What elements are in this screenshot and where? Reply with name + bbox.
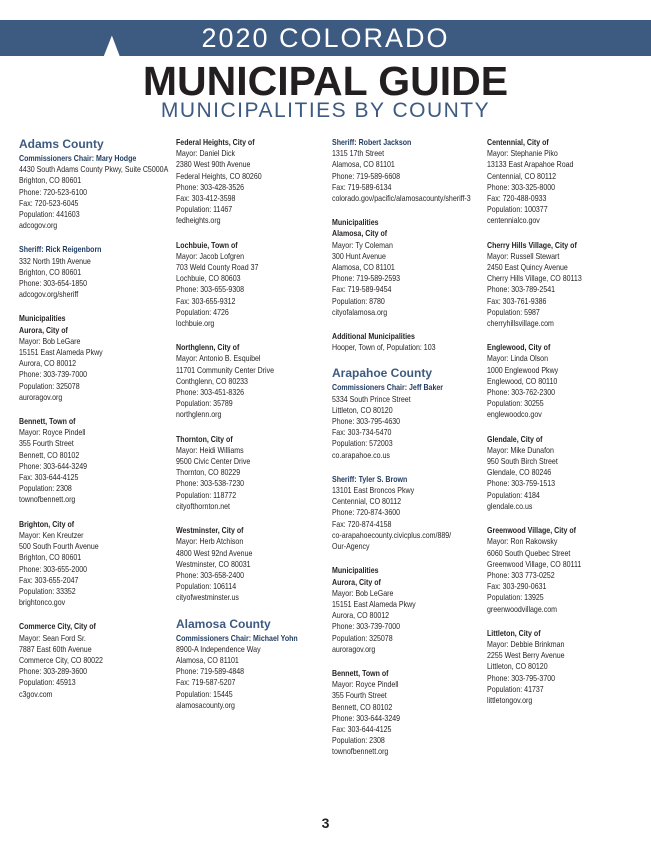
entry-heading: Greenwood Village, City of (487, 525, 577, 536)
entry-detail-line: Phone: 303-428-3526 (176, 181, 245, 192)
entry-detail-line: Population: 41737 (487, 683, 544, 694)
directory-entry (487, 137, 637, 227)
directory-entry (19, 621, 169, 699)
entry-detail-line: Mayor: Ty Coleman (332, 239, 393, 250)
entry-detail-line: Bennett, CO 80102 (332, 701, 393, 712)
entry-detail-line: Population: 100377 (487, 204, 548, 215)
entry-detail-line: centennialco.gov (487, 215, 540, 226)
entry-detail-line: 355 Fourth Street (19, 438, 74, 449)
entry-detail-line: englewoodco.gov (487, 409, 542, 420)
entry-detail-line: Alamosa, CO 81101 (332, 159, 395, 170)
entry-detail-line: 13101 East Broncos Pkwy (332, 485, 415, 496)
entry-heading: Federal Heights, City of (176, 137, 255, 147)
entry-detail-line: lochbuie.org (176, 318, 215, 329)
entry-detail-line: Mayor: Royce Pindell (19, 427, 86, 438)
entry-detail-line: 950 South Birch Street (487, 456, 558, 467)
entry-heading: Commissioners Chair: Michael Yohn (176, 632, 298, 643)
directory-entry (176, 342, 326, 420)
entry-detail-line: Phone: 303-795-4630 (332, 416, 401, 427)
entry-detail-line: Phone: 303-739-7000 (19, 369, 88, 380)
entry-detail-line: Fax: 303-734-5470 (332, 427, 392, 438)
entry-detail-line: Thornton, CO 80229 (176, 467, 241, 478)
entry-detail-line: Brighton, CO 80601 (19, 266, 82, 277)
entry-detail-line: Brighton, CO 80601 (19, 552, 82, 563)
entry-detail-line: Lochbuie, CO 80603 (176, 273, 241, 284)
entry-detail-line: 355 Fourth Street (332, 690, 387, 701)
entry-detail-line: Federal Heights, CO 80260 (176, 170, 262, 181)
column-4 (487, 137, 637, 719)
entry-detail-line: Mayor: Debbie Brinkman (487, 638, 565, 649)
column-1 (19, 137, 169, 713)
entry-detail-line: Population: 4726 (176, 306, 229, 317)
entry-detail-line: Population: 325078 (332, 632, 393, 643)
entry-detail-line: Population: 441603 (19, 209, 80, 220)
entry-detail-line: 2380 West 90th Avenue (176, 159, 251, 170)
directory-entry (332, 474, 482, 552)
entry-detail-line: Fax: 719-589-6134 (332, 181, 392, 192)
entry-detail-line: cherryhillsvillage.com (487, 318, 554, 329)
entry-heading: Bennett, Town of (19, 416, 76, 427)
entry-detail-line: Conthglenn, CO 80233 (176, 375, 248, 386)
entry-detail-line: Phone: 303-644-3249 (332, 712, 401, 723)
entry-detail-line: Phone: 303-739-7000 (332, 621, 401, 632)
entry-detail-line: Phone: 303-789-2541 (487, 284, 556, 295)
entry-heading: Littleton, City of (487, 627, 541, 638)
entry-detail-line: Population: 2308 (19, 483, 72, 494)
entry-detail-line: Phone: 303-451-8326 (176, 387, 245, 398)
directory-entry (176, 434, 326, 512)
entry-detail-line: Mayor: Royce Pindell (332, 679, 399, 690)
entry-heading: Northglenn, City of (176, 342, 240, 353)
entry-detail-line: Fax: 720-523-6045 (19, 197, 79, 208)
entry-detail-line: Population: 325078 (19, 380, 80, 391)
page-subtitle: MUNICIPALITIES BY COUNTY (160, 99, 491, 122)
entry-detail-line: Phone: 303-325-8000 (487, 181, 556, 192)
entry-detail-line: Phone: 720-874-3600 (332, 507, 401, 518)
entry-detail-line: Population: 45913 (19, 677, 76, 688)
entry-detail-line: 1000 Englewood Pkwy (487, 364, 559, 375)
entry-detail-line: Mayor: Bob LeGare (332, 587, 394, 598)
entry-detail-line: Mayor: Jacob Lofgren (176, 250, 245, 261)
county-heading: Adams County (19, 137, 104, 151)
entry-detail-line: Centennial, CO 80112 (487, 170, 557, 181)
entry-heading: Westminster, City of (176, 525, 244, 536)
entry-heading: Thornton, City of (176, 433, 233, 444)
entry-detail-line: Population: 15445 (176, 688, 233, 699)
entry-detail-line: Population: 30255 (487, 398, 544, 409)
directory-entry (487, 628, 637, 706)
entry-detail-line: Mayor: Antonio B. Esquibel (176, 353, 261, 364)
entry-detail-line: Fax: 303-761-9386 (487, 295, 547, 306)
entry-detail-line: adcogov.org (19, 220, 58, 231)
entry-subheading: Alamosa, City of (332, 228, 388, 239)
entry-detail-line: Alamosa, CO 81101 (176, 654, 239, 665)
entry-detail-line: Fax: 303-655-9312 (176, 295, 236, 306)
directory-entry (19, 519, 169, 609)
entry-detail-line: Phone: 303-762-2300 (487, 387, 556, 398)
entry-detail-line: townofbennett.org (19, 494, 76, 505)
entry-detail-line: Population: 11467 (176, 204, 233, 215)
entry-detail-line: Phone: 303-644-3249 (19, 460, 88, 471)
directory-entry (332, 217, 482, 318)
entry-heading: Municipalities (332, 565, 379, 576)
entry-detail-line: Glendale, CO 80246 (487, 467, 552, 478)
entry-detail-line: Aurora, CO 80012 (19, 358, 77, 369)
entry-detail-line: Englewood, CO 80110 (487, 375, 558, 386)
entry-detail-line: 300 Hunt Avenue (332, 250, 386, 261)
entry-detail-line: auroragov.org (332, 643, 376, 654)
entry-detail-line: Phone: 303 773-0252 (487, 569, 555, 580)
directory-entry (19, 313, 169, 403)
entry-detail-line: Mayor: Sean Ford Sr. (19, 632, 86, 643)
entry-detail-line: 1315 17th Street (332, 148, 385, 159)
directory-entry (332, 565, 482, 655)
directory-entry (332, 366, 482, 460)
entry-detail-line: co.arapahoe.co.us (332, 449, 390, 460)
entry-detail-line: Phone: 303-655-2000 (19, 563, 88, 574)
entry-detail-line: Fax: 303-655-2047 (19, 574, 79, 585)
entry-heading: Commissioners Chair: Mary Hodge (19, 153, 137, 163)
column-2 (176, 137, 326, 724)
entry-detail-line: Mayor: Bob LeGare (19, 335, 81, 346)
entry-detail-line: cityofalamosa.org (332, 306, 388, 317)
county-heading: Alamosa County (176, 616, 271, 631)
entry-detail-line: Mayor: Heidi Williams (176, 444, 244, 455)
entry-detail-line: cityofwestminster.us (176, 592, 239, 603)
page-number: 3 (321, 815, 330, 831)
directory-entry (487, 240, 637, 330)
directory-entry (19, 244, 169, 300)
entry-detail-line: Population: 572003 (332, 438, 393, 449)
entry-detail-line: 5334 South Prince Street (332, 393, 411, 404)
directory-entry (487, 342, 637, 420)
entry-heading: Sheriff: Rick Reigenborn (19, 244, 102, 255)
entry-detail-line: glendale.co.us (487, 500, 533, 511)
entry-detail-line: Phone: 303-538-7230 (176, 478, 245, 489)
entry-detail-line: Mayor: Linda Olson (487, 353, 549, 364)
entry-detail-line: Mayor: Daniel Dick (176, 148, 236, 159)
entry-detail-line: 11701 Community Center Drive (176, 364, 275, 375)
entry-detail-line: Population: 8780 (332, 295, 385, 306)
entry-detail-line: Phone: 303-795-3700 (487, 672, 556, 683)
page-title: MUNICIPAL GUIDE (142, 58, 509, 104)
entry-detail-line: Population: 35789 (176, 398, 233, 409)
county-heading: Arapahoe County (332, 366, 433, 381)
entry-detail-line: Phone: 303-654-1850 (19, 278, 88, 289)
entry-detail-line: co-arapahoecounty.civicplus.com/889/ (332, 529, 452, 540)
entry-detail-line: 332 North 19th Avenue (19, 255, 91, 266)
entry-detail-line: Mayor: Herb Atchison (176, 536, 244, 547)
entry-detail-line: 8900-A Independence Way (176, 643, 261, 654)
entry-heading: Commerce City, City of (19, 621, 96, 632)
entry-detail-line: 4800 West 92nd Avenue (176, 547, 253, 558)
entry-detail-line: 703 Weld County Road 37 (176, 262, 259, 273)
entry-detail-line: Fax: 303-644-4125 (332, 723, 392, 734)
column-3 (332, 137, 482, 771)
entry-detail-line: Phone: 720-523-6100 (19, 186, 88, 197)
entry-detail-line: 7887 East 60th Avenue (19, 643, 92, 654)
entry-detail-line: Fax: 720-874-4158 (332, 518, 392, 529)
entry-detail-line: Phone: 719-589-4848 (176, 666, 245, 677)
entry-detail-line: Alamosa, CO 81101 (332, 262, 395, 273)
entry-heading: Sheriff: Robert Jackson (332, 137, 412, 147)
entry-detail-line: Fax: 720-488-0933 (487, 193, 547, 204)
entry-heading: Brighton, City of (19, 518, 75, 529)
entry-detail-line: Littleton, CO 80120 (332, 404, 393, 415)
entry-detail-line: Population: 33352 (19, 585, 76, 596)
entry-detail-line: northglenn.org (176, 409, 222, 420)
entry-detail-line: Mayor: Mike Dunafon (487, 444, 554, 455)
entry-detail-line: Fax: 719-587-5207 (176, 677, 236, 688)
entry-heading: Cherry Hills Village, City of (487, 239, 577, 250)
entry-detail-line: littletongov.org (487, 694, 533, 705)
directory-entry (332, 137, 482, 204)
directory-entry (176, 240, 326, 330)
entry-detail-line: Greenwood Village, CO 80111 (487, 558, 582, 569)
entry-detail-line: alamosacounty.org (176, 699, 235, 710)
entry-detail-line: Phone: 719-589-6608 (332, 170, 401, 181)
entry-subheading: Aurora, City of (19, 324, 68, 335)
entry-detail-line: auroragov.org (19, 391, 63, 402)
entry-heading: Centennial, City of (487, 137, 549, 147)
entry-detail-line: Population: 5987 (487, 306, 540, 317)
entry-detail-line: Population: 106114 (176, 581, 237, 592)
directory-entry (176, 617, 326, 711)
entry-detail-line: Brighton, CO 80601 (19, 175, 82, 186)
entry-detail-line: Cherry Hills Village, CO 80113 (487, 273, 582, 284)
entry-detail-line: Mayor: Stephanie Piko (487, 148, 558, 159)
directory-entry (487, 434, 637, 512)
entry-detail-line: greenwoodvillage.com (487, 603, 558, 614)
entry-detail-line: colorado.gov/pacific/alamosacounty/sheriff-3 (332, 193, 471, 204)
entry-detail-line: 2450 East Quincy Avenue (487, 262, 568, 273)
entry-detail-line: 500 South Fourth Avenue (19, 541, 99, 552)
entry-detail-line: 13133 East Arapahoe Road (487, 159, 574, 170)
entry-heading: Municipalities (332, 217, 379, 228)
entry-detail-line: Phone: 303-759-1513 (487, 478, 556, 489)
entry-heading: Municipalities (19, 313, 66, 324)
entry-heading: Englewood, City of (487, 342, 551, 353)
entry-detail-line: townofbennett.org (332, 746, 389, 757)
entry-detail-line: Phone: 303-289-3600 (19, 666, 88, 677)
entry-detail-line: Mayor: Ken Kreutzer (19, 529, 84, 540)
entry-detail-line: Population: 2308 (332, 735, 385, 746)
entry-subheading: Aurora, City of (332, 576, 381, 587)
entry-detail-line: c3gov.com (19, 688, 53, 699)
entry-detail-line: Westminster, CO 80031 (176, 558, 251, 569)
entry-heading: Glendale, City of (487, 433, 543, 444)
entry-detail-line: Bennett, CO 80102 (19, 449, 80, 460)
entry-detail-line: Population: 118772 (176, 489, 237, 500)
entry-detail-line: Hooper, Town of, Population: 103 (332, 342, 436, 353)
entry-detail-line: Phone: 303-655-9308 (176, 284, 245, 295)
entry-detail-line: Population: 13925 (487, 592, 544, 603)
entry-detail-line: Littleton, CO 80120 (487, 661, 548, 672)
entry-detail-line: cityofthornton.net (176, 500, 230, 511)
entry-detail-line: Phone: 303-658-2400 (176, 569, 245, 580)
entry-heading: Additional Municipalities (332, 331, 415, 342)
entry-detail-line: 9500 Civic Center Drive (176, 456, 251, 467)
entry-detail-line: Population: 4184 (487, 489, 540, 500)
directory-entry (332, 331, 482, 353)
entry-detail-line: Mayor: Russell Stewart (487, 250, 560, 261)
directory-entry (332, 668, 482, 758)
entry-detail-line: 2255 West Berry Avenue (487, 650, 565, 661)
entry-heading: Bennett, Town of (332, 667, 389, 678)
entry-detail-line: Commerce City, CO 80022 (19, 654, 103, 665)
entry-heading: Sheriff: Tyler S. Brown (332, 473, 408, 484)
directory-entry (19, 137, 169, 231)
entry-detail-line: Fax: 303-644-4125 (19, 472, 79, 483)
entry-heading: Commissioners Chair: Jeff Baker (332, 382, 444, 393)
entry-detail-line: Fax: 303-412-3598 (176, 193, 236, 204)
directory-entry (19, 416, 169, 506)
entry-detail-line: Aurora, CO 80012 (332, 610, 390, 621)
entry-detail-line: 4430 South Adams County Pkwy, Suite C5000A (19, 164, 169, 175)
entry-detail-line: Fax: 719-589-9454 (332, 284, 392, 295)
entry-detail-line: 15151 East Alameda Pkwy (332, 598, 416, 609)
entry-detail-line: Phone: 719-589-2593 (332, 273, 401, 284)
entry-detail-line: fedheights.org (176, 215, 221, 226)
directory-entry (487, 525, 637, 615)
entry-detail-line: Centennial, CO 80112 (332, 496, 402, 507)
entry-detail-line: brightonco.gov (19, 597, 66, 608)
entry-detail-line: adcogov.org/sheriff (19, 289, 79, 300)
banner-title: 2020 COLORADO (201, 23, 450, 53)
entry-detail-line: 15151 East Alameda Pkwy (19, 347, 103, 358)
entry-detail-line: Our-Agency (332, 541, 370, 552)
entry-detail-line: Fax: 303-290-0631 (487, 581, 547, 592)
entry-heading: Lochbuie, Town of (176, 239, 238, 250)
entry-detail-line: 6060 South Quebec Street (487, 547, 571, 558)
entry-detail-line: Mayor: Ron Rakowsky (487, 536, 558, 547)
directory-entry (176, 525, 326, 603)
directory-entry (176, 137, 326, 227)
